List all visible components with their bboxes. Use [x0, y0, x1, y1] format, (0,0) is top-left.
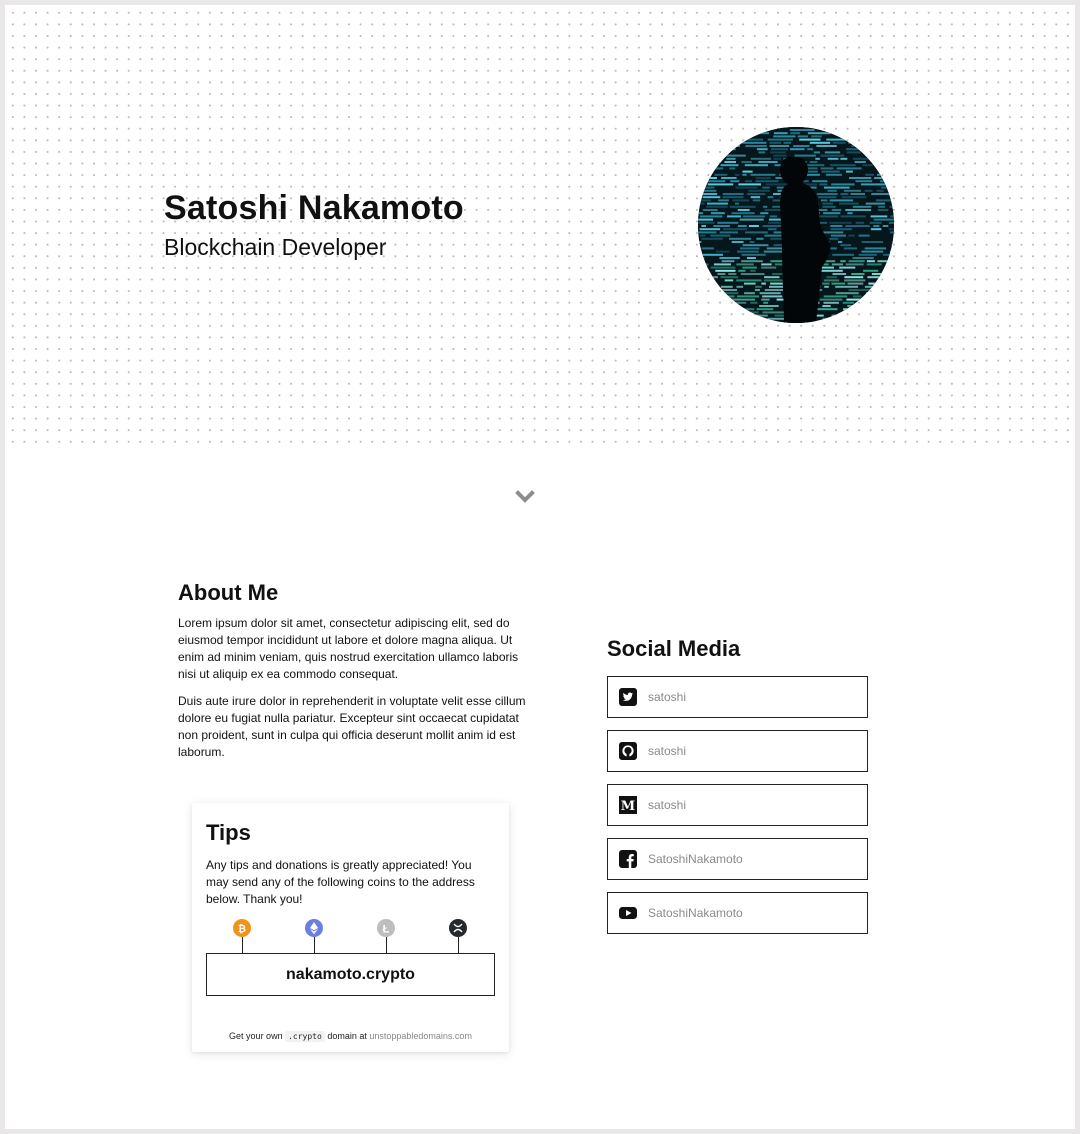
social-label: satoshi: [648, 744, 687, 758]
hero-section: [5, 5, 1075, 445]
about-paragraph-1: Lorem ipsum dolor sit amet, consectetur adipiscing elit, sed do eiusmod tempor incididunt ut labore et dolore magna aliqua. Ut enim ad minim veniam, quis nostrud exercitation ullamco laboris nisi ut aliquip ex ea commodo consequat.: [178, 616, 519, 681]
ethereum-icon[interactable]: [305, 919, 323, 937]
scroll-down-button[interactable]: [513, 485, 537, 509]
profile-page: [5, 5, 1075, 1129]
svg-text:Ł: Ł: [382, 923, 390, 934]
about-title: About Me: [178, 580, 279, 605]
github-icon: [619, 742, 637, 760]
litecoin-icon[interactable]: [377, 919, 395, 937]
twitter-icon: [619, 688, 637, 706]
footer-prefix: Get your own: [229, 1031, 283, 1041]
footer-middle: domain at: [327, 1031, 367, 1041]
coin-connector: [242, 937, 244, 953]
coin-connector: [314, 937, 316, 953]
coin-connector: [386, 937, 388, 953]
tips-text: Any tips and donations is greatly appreciated! You may send any of the following coins to the address below. Thank you!: [206, 858, 475, 906]
youtube-icon: [619, 904, 637, 922]
facebook-icon: [619, 850, 637, 868]
avatar: [698, 127, 894, 323]
social-link-twitter[interactable]: [607, 676, 868, 718]
social-title: Social Media: [607, 636, 741, 661]
social-label: satoshi: [648, 690, 687, 704]
xrp-icon[interactable]: [449, 919, 467, 937]
crypto-address[interactable]: nakamoto.crypto: [206, 953, 495, 996]
tips-footer: [192, 1031, 509, 1041]
about-paragraph-2: Duis aute irure dolor in reprehenderit in voluptate velit esse cillum dolore eu fugiat nulla pariatur. Excepteur sint occaecat cupidatat non proident, sunt in culpa qui officia deserunt mollit anim id est laborum.: [178, 694, 526, 759]
social-label: SatoshiNakamoto: [648, 852, 743, 866]
profile-name: Satoshi Nakamoto: [164, 189, 464, 227]
social-label: satoshi: [648, 798, 687, 812]
social-link-github[interactable]: [607, 730, 868, 772]
footer-code: .crypto: [285, 1031, 325, 1042]
medium-icon: [619, 796, 637, 814]
social-link-medium[interactable]: [607, 784, 868, 826]
svg-text:₿: ₿: [237, 924, 247, 934]
tips-card: [192, 803, 509, 1052]
tips-title: Tips: [206, 820, 251, 845]
profile-role: Blockchain Developer: [164, 234, 387, 260]
unstoppable-domains-link[interactable]: unstoppabledomains.com: [369, 1031, 472, 1041]
social-label: SatoshiNakamoto: [648, 906, 743, 920]
coin-connector: [458, 937, 460, 953]
social-link-youtube[interactable]: [607, 892, 868, 934]
bitcoin-icon[interactable]: [233, 919, 251, 937]
avatar-image: [698, 127, 894, 323]
social-link-facebook[interactable]: [607, 838, 868, 880]
svg-text:M: M: [620, 799, 636, 814]
chevron-down-icon: [515, 490, 535, 504]
